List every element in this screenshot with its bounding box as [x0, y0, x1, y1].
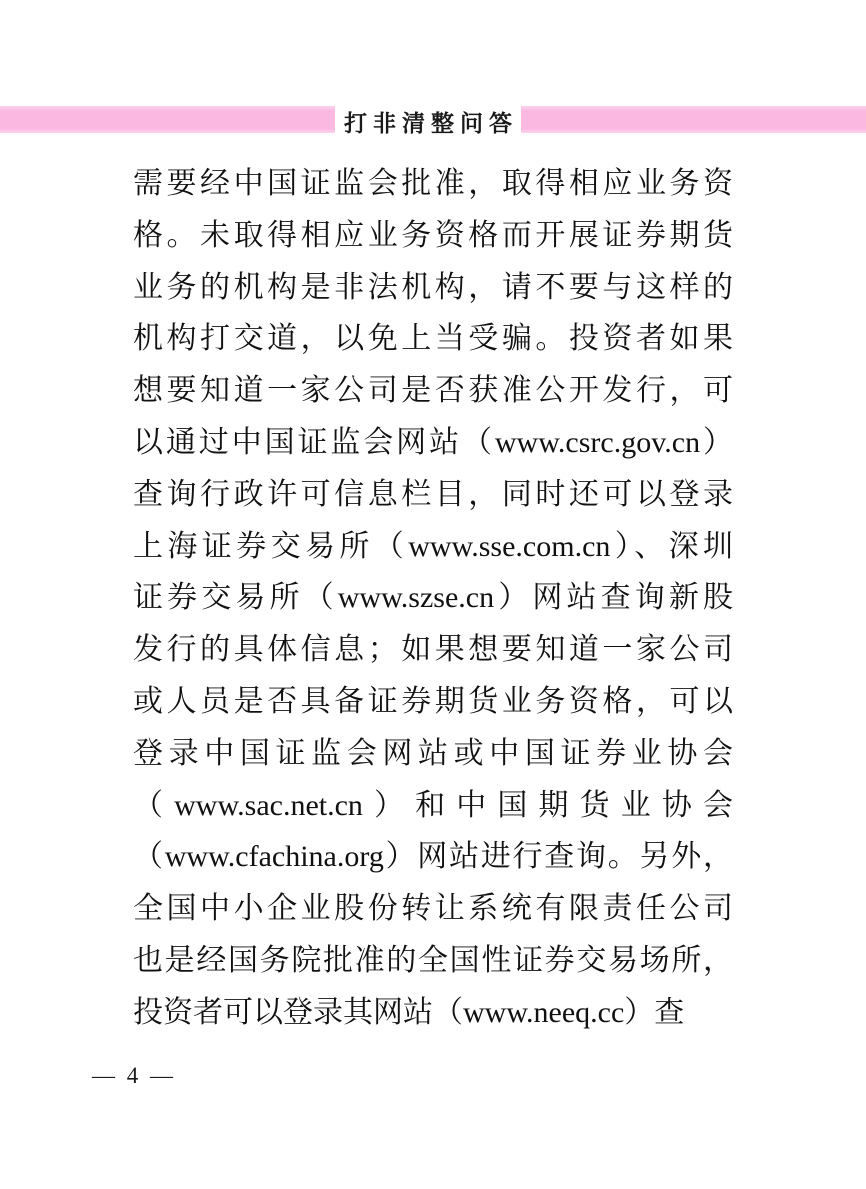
header-title: 打非清整问答	[344, 110, 518, 136]
page-number: — 4 —	[92, 1063, 176, 1088]
text-line: 格。未取得相应业务资格而开展证券期货	[133, 218, 733, 252]
text-line: 证券交易所（www.szse.cn）网站查询新股	[133, 581, 733, 615]
text-line: （www.cfachina.org）网站进行查询。另外，	[133, 840, 733, 874]
body-text	[133, 158, 733, 1039]
running-header	[0, 106, 866, 136]
text-line: 业务的机构是非法机构，请不要与这样的	[133, 270, 733, 304]
text-line: 也是经国务院批准的全国性证券交易场所，	[133, 943, 733, 977]
text-line: 全国中小企业股份转让系统有限责任公司	[133, 892, 733, 926]
text-line: 需要经中国证监会批准，取得相应业务资	[133, 167, 733, 200]
header-right-bar	[521, 106, 866, 133]
text-line: 查询行政许可信息栏目，同时还可以登录	[133, 477, 733, 511]
text-line: 或人员是否具备证券期货业务资格，可以	[133, 684, 733, 718]
text-line: 想要知道一家公司是否获准公开发行，可	[133, 374, 733, 408]
text-line: 机构打交道，以免上当受骗。投资者如果	[133, 322, 733, 356]
text-line: 发行的具体信息；如果想要知道一家公司	[133, 633, 733, 667]
header-left-bar	[0, 106, 335, 133]
text-line: 登录中国证监会网站或中国证券业协会	[133, 736, 733, 770]
text-line: 以通过中国证监会网站（www.csrc.gov.cn）	[133, 425, 733, 459]
text-line: 上海证券交易所（www.sse.com.cn）、深圳	[133, 529, 733, 563]
text-line: （www.sac.net.cn）和中国期货业协会	[133, 788, 733, 822]
text-line: 投资者可以登录其网站（www.neeq.cc）查	[133, 995, 685, 1029]
